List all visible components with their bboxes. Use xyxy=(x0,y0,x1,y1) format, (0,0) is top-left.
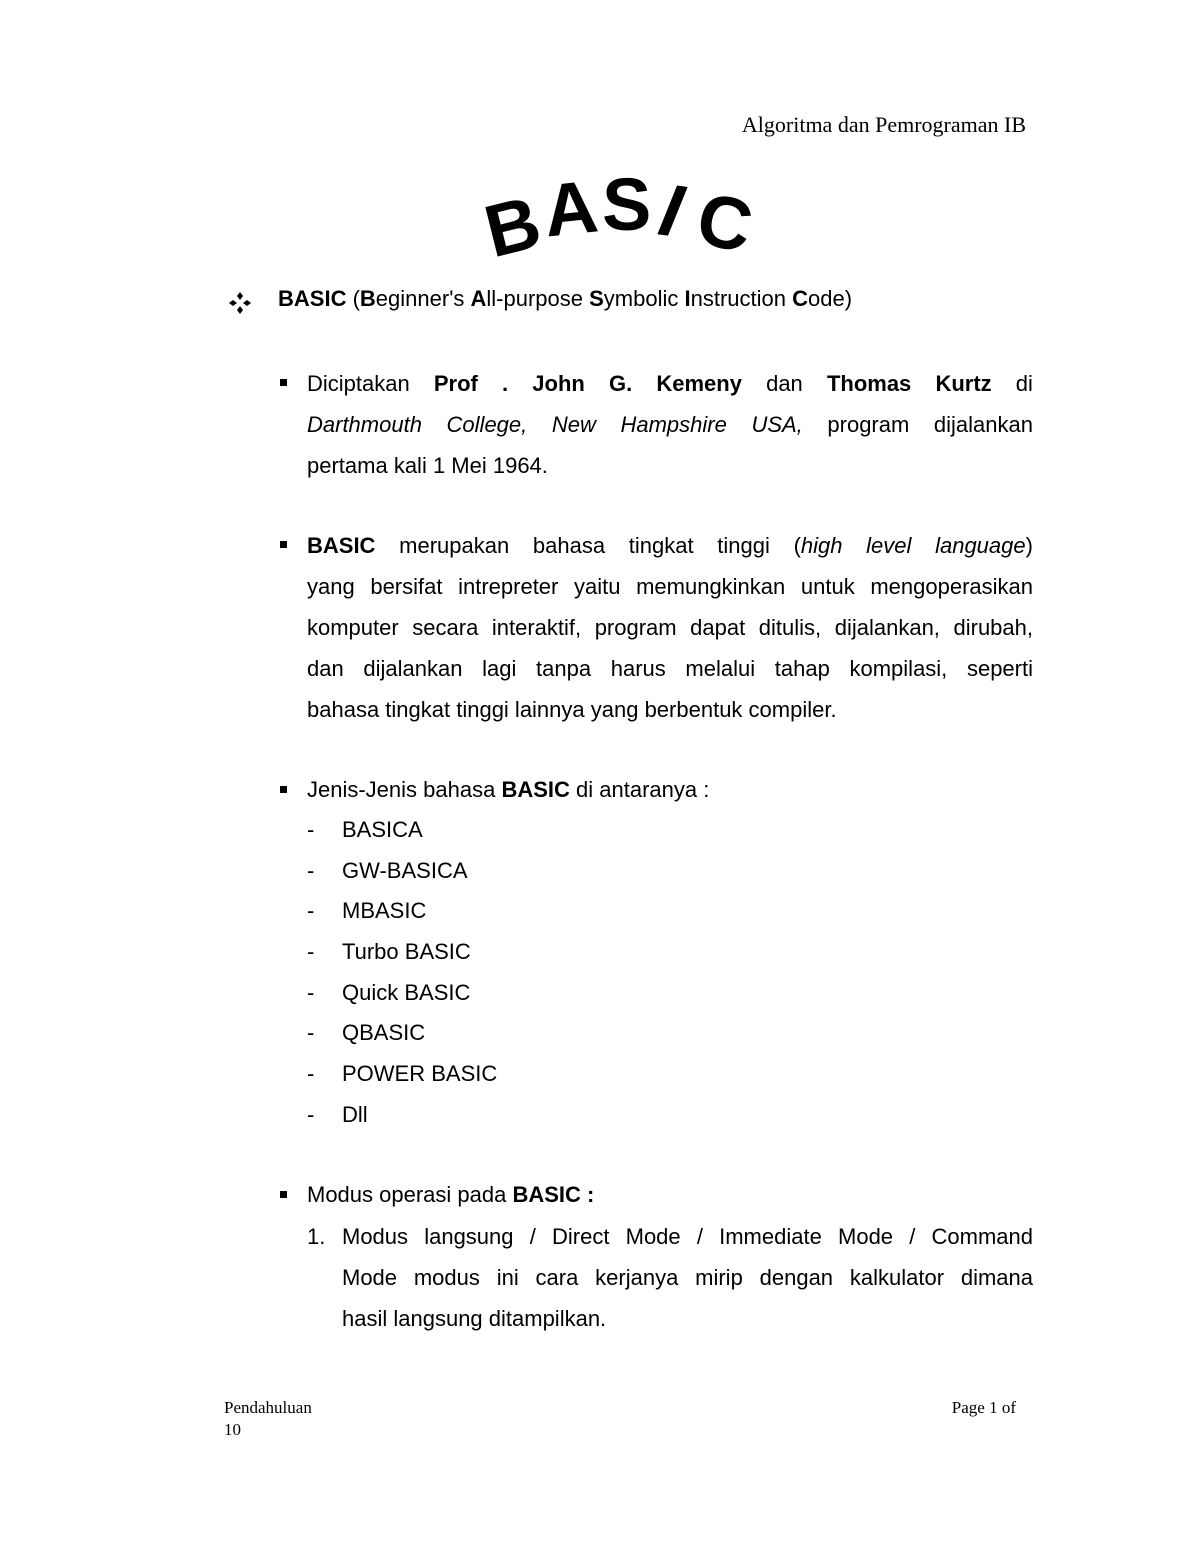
dash-marker: - xyxy=(307,1061,315,1087)
para1-word: di xyxy=(1015,371,1033,396)
numbered-line-1: Modus langsung / Direct Mode / Immediate Mode / Command xyxy=(342,1224,1033,1249)
numbered-line-2: Mode modus ini cara kerjanya mirip dengan kalkulator dimana xyxy=(342,1265,1033,1290)
square-bullet-icon xyxy=(280,541,287,548)
list-item-text: GW-BASICA xyxy=(342,857,468,883)
acronym-t3: ll-purpose xyxy=(486,286,590,311)
numbered-line-3: hasil langsung ditampilkan. xyxy=(342,1306,607,1331)
para1-line-2 xyxy=(307,404,1033,445)
acronym-t6: ode) xyxy=(808,286,853,311)
para1-line-1 xyxy=(307,363,1033,404)
para2-line-2: yang bersifat intrepreter yaitu memungkinkan untuk mengoperasikan xyxy=(307,574,1033,599)
paragraph-modes xyxy=(307,1174,1033,1215)
para2-line-5: bahasa tingkat tinggi lainnya yang berbentuk compiler. xyxy=(307,697,837,722)
list-item-text: Dll xyxy=(342,1101,368,1127)
dash-marker: - xyxy=(307,1101,315,1127)
para4-line xyxy=(307,1174,1033,1215)
para2-bold: BASIC xyxy=(307,533,376,558)
acronym-t2: eginner's xyxy=(375,286,471,311)
acronym-b1: B xyxy=(278,286,294,311)
basic-acronym-line xyxy=(278,286,852,312)
acronym-b6: C xyxy=(792,286,808,311)
para1-italic: College, xyxy=(446,412,528,437)
para1-word: dijalankan xyxy=(933,412,1033,437)
para2-line-3: komputer secara interaktif, program dapat ditulis, dijalankan, dirubah, xyxy=(307,615,1033,640)
list-number: 1. xyxy=(307,1224,326,1249)
dash-marker: - xyxy=(307,857,315,883)
para1-line-3: pertama kali 1 Mei 1964. xyxy=(307,453,548,478)
para1-bold: G. xyxy=(608,371,633,396)
para2-line-1 xyxy=(307,525,1033,566)
paragraph-description xyxy=(307,525,1033,730)
para4-text: Modus operasi pada xyxy=(307,1182,513,1207)
para1-bold: . xyxy=(502,371,509,396)
para1-word: Diciptakan xyxy=(307,371,410,396)
acronym-b3: A xyxy=(470,286,487,311)
running-header: Algoritma dan Pemrograman IB xyxy=(741,112,1026,137)
list-item-text: QBASIC xyxy=(342,1020,426,1046)
para1-bold: Prof xyxy=(433,371,478,396)
para1-italic: New xyxy=(551,412,596,437)
footer-left xyxy=(224,1397,312,1441)
para1-bold: Thomas xyxy=(826,371,912,396)
footer-section-name: Pendahuluan xyxy=(224,1398,312,1417)
para1-italic: Hampshire xyxy=(620,412,727,437)
acronym-t5: nstruction xyxy=(690,286,793,311)
dash-marker: - xyxy=(307,1020,315,1046)
numbered-item-text xyxy=(342,1216,1033,1339)
para2-word: merupakan xyxy=(399,533,510,558)
para3-text: di antaranya : xyxy=(569,777,710,802)
para1-bold: John xyxy=(532,371,585,396)
para3-text: Jenis-Jenis bahasa xyxy=(307,777,502,802)
para2-word: tingkat tinggi xyxy=(628,533,770,558)
footer-total-pages: 10 xyxy=(224,1420,241,1439)
dash-marker: - xyxy=(307,939,315,965)
para3-line xyxy=(307,769,1033,810)
para3-bold: BASIC xyxy=(501,777,570,802)
paragraph-types xyxy=(307,769,1033,810)
acronym-t4: ymbolic xyxy=(603,286,685,311)
list-item-text: BASICA xyxy=(342,817,423,842)
acronym-paren: ( xyxy=(346,286,360,311)
title-letter-b: B xyxy=(476,179,549,274)
para2-word: bahasa xyxy=(532,533,606,558)
list-item-text: Turbo BASIC xyxy=(342,939,471,965)
para1-italic: USA, xyxy=(751,412,803,437)
para1-bold: Kurtz xyxy=(935,371,992,396)
footer-page-number: Page 1 of xyxy=(951,1398,1016,1417)
para1-word: program xyxy=(827,412,910,437)
square-bullet-icon xyxy=(280,379,287,386)
paragraph-creators xyxy=(307,363,1033,486)
title-letter-c: C xyxy=(690,176,760,269)
para2-line-4: dan dijalankan lagi tanpa harus melalui tahap kompilasi, seperti xyxy=(307,656,1033,681)
dash-marker: - xyxy=(307,817,315,842)
list-item-text: Quick BASIC xyxy=(342,979,471,1005)
four-diamond-bullet-icon xyxy=(226,289,254,317)
dash-marker: - xyxy=(307,979,315,1005)
list-item-text: POWER BASIC xyxy=(342,1061,498,1087)
list-item-text: MBASIC xyxy=(342,898,427,924)
acronym-b5: I xyxy=(684,286,691,311)
dash-marker: - xyxy=(307,898,315,924)
square-bullet-icon xyxy=(280,786,287,793)
title-letter-i: I xyxy=(646,169,699,252)
para1-bold: Kemeny xyxy=(656,371,742,396)
para2-word: ) xyxy=(1025,533,1033,558)
square-bullet-icon xyxy=(280,1191,287,1198)
acronym-lead: ASIC xyxy=(293,286,347,311)
para1-italic: Darthmouth xyxy=(307,412,422,437)
para2-word: ( xyxy=(793,533,801,558)
para1-word: dan xyxy=(766,371,803,396)
para4-bold: BASIC : xyxy=(512,1182,595,1207)
title-letter-a: A xyxy=(539,164,602,253)
acronym-b2: B xyxy=(359,286,376,311)
acronym-b4: S xyxy=(589,286,604,311)
para2-italic: high level language xyxy=(800,533,1026,558)
basic-title-art xyxy=(460,160,800,272)
title-letter-s: S xyxy=(602,163,652,246)
